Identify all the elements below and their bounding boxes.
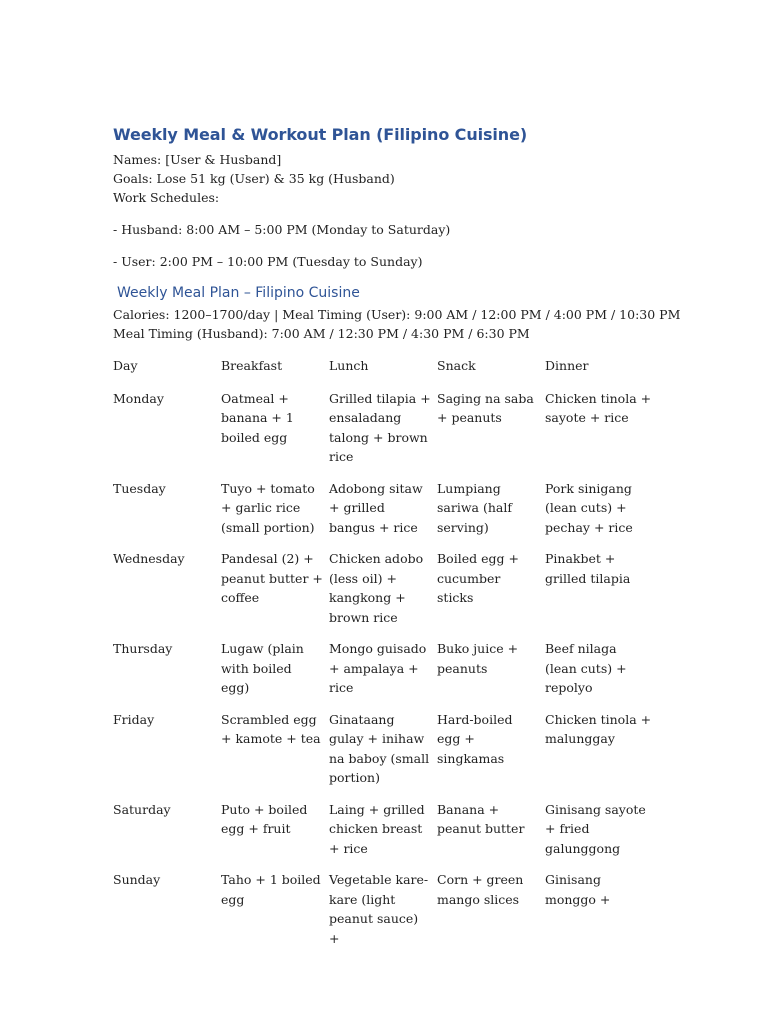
table-row — [113, 870, 658, 960]
snack-cell: Hard-boiled egg + singkamas — [437, 711, 513, 766]
snack-cell: Lumpiang sariwa (half serving) — [437, 480, 512, 535]
breakfast-cell: Oatmeal + banana + 1 boiled egg — [221, 390, 294, 445]
dinner-cell: Chicken tinola + malunggay — [545, 711, 652, 746]
dinner-cell: Pinakbet + grilled tilapia — [545, 551, 631, 586]
meal-plan-heading: Weekly Meal Plan – Filipino Cuisine — [117, 285, 360, 301]
lunch-cell: Grilled tilapia + ensaladang talong + brown rice — [329, 390, 431, 464]
breakfast-cell: Lugaw (plain with boiled egg) — [221, 641, 304, 695]
document-page — [113, 125, 681, 960]
dinner-cell: Chicken tinola + sayote + rice — [545, 390, 652, 425]
day-cell: Saturday — [113, 801, 171, 817]
calories-line: Calories: 1200–1700/day | Meal Timing (User): 9:00 AM / 12:00 PM / 4:00 PM / 10:30 PM — [113, 307, 681, 322]
breakfast-cell: Tuyo + tomato + garlic rice (small portion) — [221, 480, 315, 535]
header-dinner: Dinner — [545, 358, 589, 373]
day-cell: Sunday — [113, 872, 161, 887]
day-cell: Friday — [113, 711, 155, 727]
husband-timing-line: Meal Timing (Husband): 7:00 AM / 12:30 PM / 4:30 PM / 6:30 PM — [113, 326, 530, 341]
day-cell: Tuesday — [113, 480, 166, 496]
table-header-row — [113, 356, 658, 389]
document-title: Weekly Meal & Workout Plan (Filipino Cuisine) — [113, 125, 528, 144]
day-cell: Wednesday — [113, 551, 185, 566]
table-row — [113, 389, 658, 479]
day-cell: Monday — [113, 390, 164, 406]
table-row — [113, 710, 658, 800]
work-schedules-label: Work Schedules: — [113, 190, 220, 205]
table-row — [113, 549, 658, 639]
breakfast-cell: Puto + boiled egg + fruit — [221, 801, 308, 836]
table-row — [113, 479, 658, 550]
snack-cell: Boiled egg + cucumber sticks — [437, 551, 519, 605]
husband-schedule-line: - Husband: 8:00 AM – 5:00 PM (Monday to Saturday) — [113, 222, 451, 237]
breakfast-cell: Taho + 1 boiled egg — [221, 872, 321, 907]
header-snack: Snack — [437, 358, 476, 373]
dinner-cell: Ginisang sayote + fried galunggong — [545, 801, 646, 856]
snack-cell: Banana + peanut butter — [437, 801, 525, 836]
lunch-cell: Ginataang gulay + inihaw na baboy (small portion) — [329, 711, 430, 785]
dinner-cell: Ginisang monggo + — [545, 872, 611, 907]
lunch-cell: Mongo guisado + ampalaya + rice — [329, 641, 427, 695]
table-row — [113, 639, 658, 710]
breakfast-cell: Scrambled egg + kamote + tea — [221, 711, 321, 746]
dinner-cell: Pork sinigang (lean cuts) + pechay + rice — [545, 480, 633, 535]
header-day: Day — [113, 358, 138, 373]
lunch-cell: Chicken adobo (less oil) + kangkong + brown rice — [329, 551, 424, 625]
snack-cell: Saging na saba + peanuts — [437, 390, 534, 425]
dinner-cell: Beef nilaga (lean cuts) + repolyo — [545, 641, 627, 695]
header-lunch: Lunch — [329, 358, 369, 373]
user-schedule-line: - User: 2:00 PM – 10:00 PM (Tuesday to Sunday) — [113, 254, 423, 269]
header-breakfast: Breakfast — [221, 358, 283, 373]
goals-line: Goals: Lose 51 kg (User) & 35 kg (Husband) — [113, 171, 395, 186]
meal-plan-table — [113, 356, 658, 960]
table-row — [113, 800, 658, 871]
snack-cell: Buko juice + peanuts — [437, 641, 519, 676]
lunch-cell: Laing + grilled chicken breast + rice — [329, 801, 425, 856]
snack-cell: Corn + green mango slices — [437, 872, 524, 907]
names-line: Names: [User & Husband] — [113, 152, 282, 167]
lunch-cell: Vegetable kare-kare (light peanut sauce) + — [329, 872, 429, 946]
day-cell: Thursday — [113, 641, 173, 656]
breakfast-cell: Pandesal (2) + peanut butter + coffee — [221, 551, 323, 605]
lunch-cell: Adobong sitaw + grilled bangus + rice — [329, 480, 423, 535]
